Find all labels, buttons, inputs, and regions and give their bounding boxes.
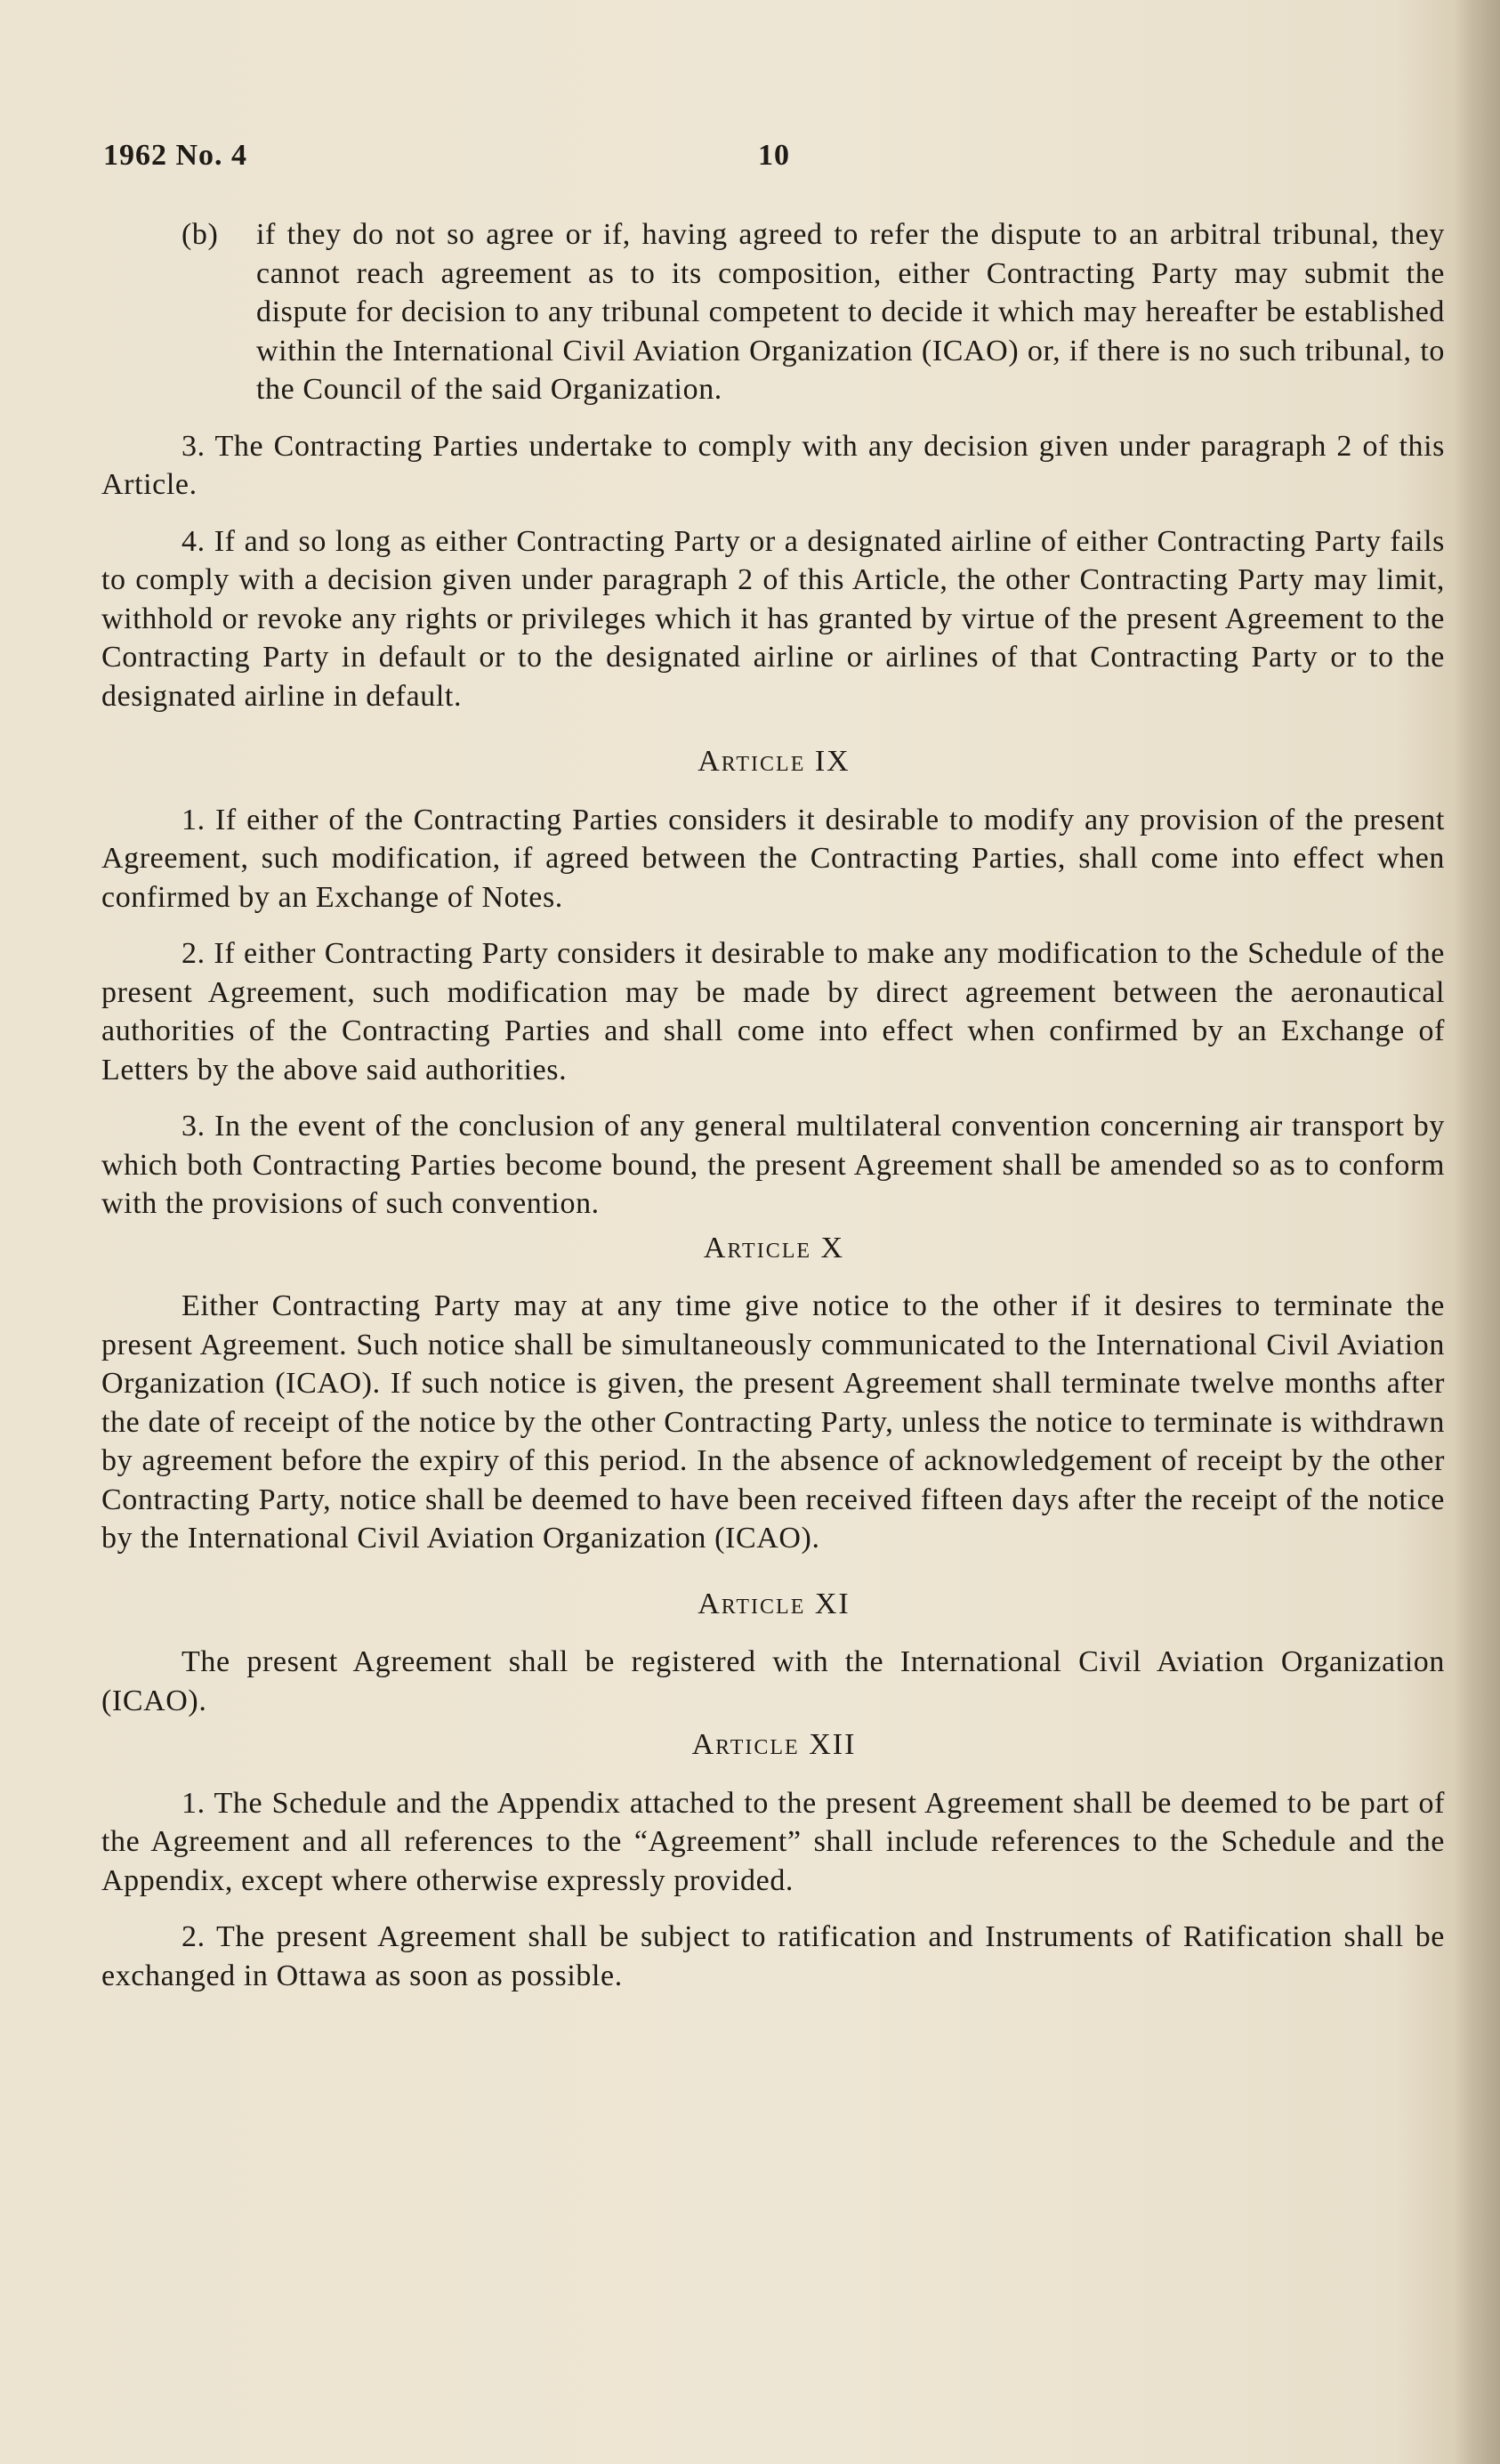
article-9-heading: Article IX [698, 745, 851, 778]
article-9-paragraph-2: 2. If either Contracting Party considers it desirable to make any modification to the Schedule of the present Agreement, such modification may be made by direct agreement between the aeronautical authorities of the Contracting Parties and shall come into effect when confirmed by an Exchange of Letters by the above said authorities. [101, 937, 1445, 1087]
article-10-paragraph: Either Contracting Party may at any time give notice to the other if it desires to terminate the present Agreement. Such notice shall be simultaneously communicated to the International Civil Aviation Organization (ICAO). If such notice is given, the present Agreement shall terminate twelve months after the date of receipt of the notice by the other Contracting Party, unless the notice to terminate is withdrawn by agreement before the expiry of this period. In the absence of acknowledgement of receipt by the other Contracting Party, notice shall be deemed to have been received fifteen days after the receipt of the notice by the International Civil Aviation Organization (ICAO). [101, 1289, 1445, 1555]
article-8-paragraph-4: 4. If and so long as either Contracting Party or a designated airline of either Contracting Party fails to comply with a decision given under paragraph 2 of this Article, the other Contracting Party may limit, withhold or revoke any rights or privileges which it has granted by virtue of the present Agreement to the Contracting Party in default or to the designated airline or airlines of that Contracting Party or to the designated airline in default. [101, 524, 1445, 713]
article-12-heading: Article XII [691, 1728, 857, 1761]
article-12-paragraph-2: 2. The present Agreement shall be subject to ratification and Instruments of Ratification shall be exchanged in Ottawa as soon as possible. [101, 1920, 1445, 1992]
article-11-heading: Article XI [698, 1587, 851, 1620]
page-number: 10 [758, 139, 790, 172]
article-12-paragraph-1: 1. The Schedule and the Appendix attached to the present Agreement shall be deemed to be part of the Agreement and all references to the “Agreement” shall include references to the Schedule and the Appendix, except where otherwise expressly provided. [101, 1786, 1445, 1897]
page-edge-shadow [1454, 0, 1500, 2464]
article-11-paragraph: The present Agreement shall be registered with the International Civil Aviation Organization (ICAO). [101, 1645, 1445, 1717]
article-9-paragraph-3: 3. In the event of the conclusion of any general multilateral convention concerning air transport by which both Contracting Parties become bound, the present Agreement shall be amended so as to conform with the provisions of such convention. [101, 1110, 1445, 1220]
article-9-paragraph-1: 1. If either of the Contracting Parties considers it desirable to modify any provision of the present Agreement, such modification, if agreed between the Contracting Parties, shall come into effect when confirmed by an Exchange of Notes. [101, 803, 1445, 914]
header-citation: 1962 No. 4 [103, 139, 248, 172]
subparagraph-b [101, 215, 1445, 409]
subparagraph-label: (b) [181, 218, 219, 251]
page-header [103, 139, 1438, 180]
subparagraph-text: if they do not so agree or if, having agreed to refer the dispute to an arbitral tribunal, they cannot reach agreement as to its composition, either Contracting Party may submit the dispute for decision to any tribunal competent to decide it which may hereafter be established within the International Civil Aviation Organization (ICAO) or, if there is no such tribunal, to the Council of the said Organization. [256, 218, 1445, 406]
article-10-heading: Article X [703, 1231, 845, 1264]
document-body [101, 215, 1445, 2013]
article-8-paragraph-3: 3. The Contracting Parties undertake to comply with any decision given under paragraph 2 of this Article. [101, 429, 1445, 501]
